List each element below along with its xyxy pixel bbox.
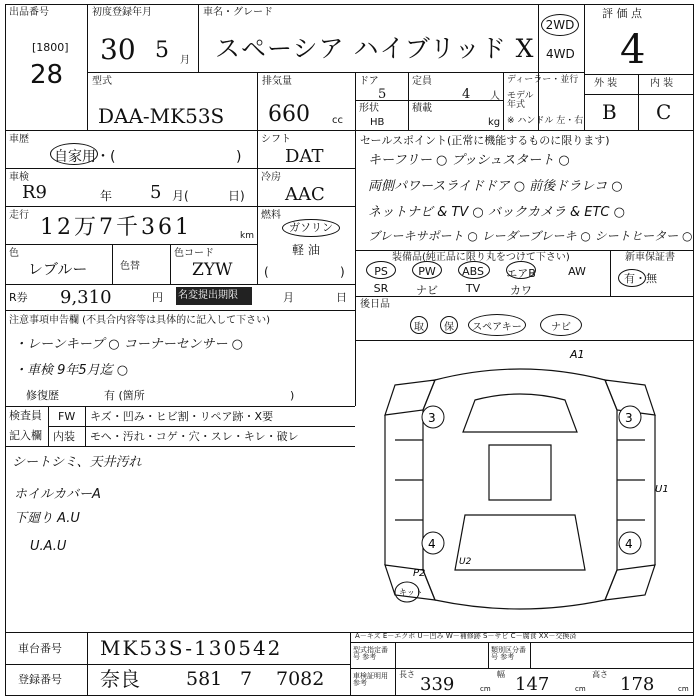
person-unit: 人 — [490, 91, 500, 102]
month-day: 月( — [172, 189, 189, 203]
ac-label: 冷房 — [261, 172, 281, 183]
grid-line — [584, 74, 694, 75]
grid-line — [87, 72, 584, 73]
inspection-label: 車検 — [9, 172, 29, 183]
grid-line — [48, 426, 355, 427]
repair-value: 有 (箇所 — [104, 389, 145, 402]
doors: 5 — [378, 87, 387, 102]
shape: HB — [370, 117, 385, 128]
grid-line — [355, 72, 356, 130]
ac: AAC — [285, 184, 325, 205]
exterior-label: 外 装 — [594, 78, 618, 89]
mark-kit: キット — [399, 588, 423, 597]
grid-line — [488, 642, 489, 668]
color-code: ZYW — [192, 260, 233, 280]
repair-close-paren: ) — [290, 389, 295, 402]
handle-label: ※ ハンドル 左・右 — [507, 116, 584, 126]
handwritten-note-2: ホイルカバーA — [14, 487, 101, 502]
chassis: MK53S-130542 — [100, 636, 283, 660]
grid-line — [538, 4, 539, 130]
mark-p2: P2 — [413, 568, 426, 579]
first-reg-label: 初度登録年月 — [92, 7, 152, 18]
month-unit: 月 — [180, 55, 190, 66]
fw-items: キズ・凹み・ヒビ割・リペア跡・X要 — [90, 410, 274, 423]
grid-line — [87, 4, 88, 130]
drive-2wd: 2WD — [545, 18, 575, 32]
name-change-label: 名変提出期限 — [178, 290, 238, 301]
color-code-label: 色コード — [174, 248, 214, 259]
chassis-label: 車台番号 — [18, 642, 62, 655]
mark-front-right: 3 — [625, 411, 633, 425]
height-label: 高さ — [592, 670, 608, 679]
later-item-3: スペアキー — [468, 314, 526, 336]
reg-region: 奈良 — [100, 667, 140, 691]
doors-label: ドア — [359, 76, 379, 87]
notes-line-1: ・レーンキープ ○ コーナーセンサー ○ — [14, 337, 243, 352]
lot-label: 出品番号 — [9, 7, 49, 18]
load-label: 積載 — [412, 103, 432, 114]
day-unit: 日) — [228, 189, 245, 203]
drive-4wd: 4WD — [546, 47, 575, 61]
reg-label: 登録番号 — [18, 673, 62, 686]
width-label: 幅 — [497, 670, 505, 679]
tax-month-unit: 月 — [283, 291, 294, 304]
grid-line — [350, 642, 694, 643]
fuel-diesel: 軽 油 — [292, 243, 320, 257]
grid-line — [503, 72, 504, 130]
inspection-era: R9 — [22, 182, 48, 203]
shift: DAT — [285, 146, 324, 167]
later-item-2: 保 — [440, 316, 458, 334]
repair-label: 修復歴 — [26, 389, 59, 402]
warranty: 有・無 — [624, 272, 657, 285]
warranty-label: 新車保証書 — [625, 252, 675, 263]
grid-line — [584, 94, 694, 95]
first-reg-month: 5 — [155, 38, 169, 63]
selling-points-title: セールスポイント(正常に機能するものに限ります) — [360, 134, 610, 147]
displacement: 660 — [268, 102, 310, 127]
exterior-grade: B — [602, 100, 617, 124]
tax-amount: 9,310 — [60, 287, 112, 308]
mark-u2: U2 — [459, 557, 472, 567]
notes-title: 注意事項申告欄 (不具合内容等は具体的に記入して下さい) — [9, 315, 270, 326]
size-cert-label: 車検証明用 参考 — [353, 672, 388, 687]
model-label: 型式 — [92, 76, 112, 87]
fw-label: FW — [58, 410, 76, 423]
equip-abs: ABS — [462, 265, 484, 278]
grid-line — [257, 168, 355, 169]
repaint-label: 色替 — [120, 261, 140, 272]
equip-navi: ナビ — [416, 284, 438, 297]
lot-code: [1800] — [32, 41, 69, 54]
color: レブルー — [28, 260, 88, 278]
equip-tv: TV — [465, 282, 481, 295]
year-unit: 年 — [100, 189, 113, 203]
capacity-label: 定員 — [412, 76, 432, 87]
selling-point-4: ブレーキサポート ○ レーダーブレーキ ○ シートヒーター ○ — [368, 229, 693, 243]
score-label: 評 価 点 — [602, 7, 642, 20]
equip-ps: PS — [374, 265, 388, 278]
category-label: 類別区分番号 参考 — [491, 646, 526, 661]
usage: 自家用・( — [54, 149, 116, 165]
equip-airbag-circle — [506, 261, 536, 279]
grid-line — [257, 130, 258, 284]
reg-class: 581 — [186, 668, 223, 690]
equip-abs-circle — [458, 261, 490, 279]
grid-line — [5, 130, 694, 131]
first-reg-year: 30 — [100, 33, 136, 66]
selling-point-1: キーフリー ○ プッシュスタート ○ — [368, 153, 570, 168]
car-damage-diagram — [355, 340, 685, 632]
equip-pw-circle — [412, 261, 442, 279]
color-label: 色 — [9, 248, 19, 259]
height: 178 — [620, 674, 655, 695]
handwritten-note-1: シートシミ、天井汚れ — [12, 455, 142, 470]
grid-line — [5, 406, 355, 407]
grid-line — [5, 284, 355, 285]
mark-u1: U1 — [655, 484, 669, 495]
fuel-gas: ガソリン — [289, 221, 333, 234]
notes-line-2: ・車検 9年5月迄 ○ — [14, 363, 129, 378]
grid-line — [87, 632, 88, 696]
length: 339 — [420, 674, 455, 695]
fuel-open-paren: ( — [264, 265, 269, 279]
inspector-label-2: 記入欄 — [9, 429, 42, 442]
usage-close: ) — [236, 149, 242, 165]
car-outline — [385, 369, 655, 609]
height-unit: cm — [678, 685, 689, 693]
grid-line — [530, 642, 531, 668]
grid-line — [408, 72, 409, 130]
grid-line — [112, 244, 113, 284]
length-unit: cm — [480, 685, 491, 693]
mileage: 12万7千361 — [40, 215, 192, 240]
grid-line — [610, 250, 611, 296]
score: 4 — [620, 27, 646, 73]
later-item-1: 取 — [410, 316, 428, 334]
yen-unit: 円 — [152, 291, 163, 304]
reg-kana: 7 — [240, 668, 253, 690]
grid-line — [5, 206, 257, 207]
grid-line — [584, 4, 585, 130]
grid-line — [5, 664, 350, 665]
grid-line — [5, 168, 257, 169]
displacement-label: 排気量 — [262, 76, 292, 87]
mark-a1: A1 — [570, 348, 585, 361]
grid-line — [638, 74, 639, 130]
lot-number: 28 — [30, 60, 64, 90]
later-items-label: 後日品 — [360, 299, 390, 310]
grid-line — [355, 250, 694, 251]
model: DAA-MK53S — [98, 104, 225, 128]
fuel-label: 燃料 — [261, 210, 281, 221]
selling-point-3: ネットナビ & TV ○ バックカメラ & ETC ○ — [368, 205, 625, 220]
equip-airbag: エアB — [506, 267, 536, 280]
reg-number: 7082 — [276, 668, 325, 690]
length-label: 長さ — [399, 670, 415, 679]
inspection-month: 5 — [150, 182, 162, 203]
selling-point-2: 両側パワースライドドア ○ 前後ドラレコ ○ — [368, 179, 623, 194]
grid-line — [170, 244, 171, 284]
cc-unit: cc — [332, 115, 343, 126]
tax-label: R券 — [9, 291, 28, 304]
equip-leather: カワ — [510, 284, 532, 297]
equipment-title: 装備品(純正品に限り丸をつけて下さい) — [392, 252, 570, 263]
handwritten-note-4: U.A.U — [30, 539, 67, 554]
interior-label: 内 装 — [650, 78, 674, 89]
handwritten-note-3: 下廻り A.U — [14, 511, 80, 526]
grid-line — [350, 668, 694, 669]
interior-grade: C — [656, 100, 672, 124]
grid-line — [395, 642, 396, 696]
int-items: モヘ・汚れ・コゲ・穴・スレ・キレ・破レ — [90, 430, 299, 443]
width-unit: cm — [575, 685, 586, 693]
grid-line — [198, 4, 199, 72]
mark-rear-left: 4 — [428, 537, 436, 551]
tax-day-unit: 日 — [336, 291, 347, 304]
fuel-close-paren: ) — [340, 265, 345, 279]
car-name: スペーシア ハイブリッド X — [215, 34, 535, 63]
later-item-4: ナビ — [540, 314, 582, 336]
mileage-label: 走行 — [9, 210, 29, 221]
drive-2wd-circle — [541, 14, 579, 36]
grid-line — [5, 310, 355, 311]
grid-line — [5, 446, 355, 447]
inspector-label-1: 検査員 — [9, 409, 42, 422]
grid-line — [5, 244, 257, 245]
grid-line — [257, 72, 258, 130]
car-name-label: 車名・グレード — [203, 7, 273, 18]
int-label: 内装 — [53, 430, 75, 443]
width: 147 — [515, 674, 550, 695]
km-unit: km — [240, 231, 254, 241]
equip-aw: AW — [568, 265, 586, 278]
equip-pw: PW — [418, 265, 436, 278]
legend: A－キズ E－エクボ U－凹み W－補修跡 S－サビ C－腐食 XX－交換済 — [355, 632, 577, 640]
grid-line — [257, 206, 355, 207]
mark-front-left: 3 — [428, 411, 436, 425]
equip-ps-circle — [366, 261, 396, 279]
model-year-label: モデル 年式 — [507, 91, 534, 110]
mark-rear-right: 4 — [625, 537, 633, 551]
kg-unit: kg — [488, 117, 501, 128]
equip-sr: SR — [373, 282, 389, 295]
shape-label: 形状 — [359, 103, 379, 114]
type-cert-label: 型式指定番号 参考 — [353, 646, 388, 661]
capacity: 4 — [462, 87, 471, 102]
usage-label: 車歴 — [9, 134, 29, 145]
dealer-label: ディーラー・並行 — [507, 75, 579, 85]
shift-label: シフト — [261, 134, 291, 145]
